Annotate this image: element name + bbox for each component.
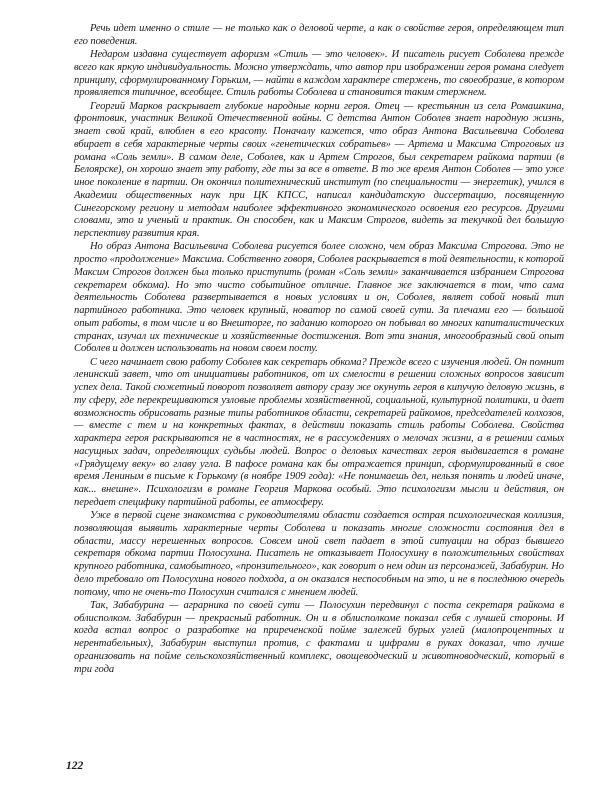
paragraph-5: С чего начинает свою работу Соболев как секретарь обкома? Прежде всего с изучения людей. Он помнит ленинский завет, что от инициативы работников, от их смелости в решении сложных вопросов зависит успех дела. Такой сюжетный поворот позволяет автору сразу же окунуть героя в кипучую деловую жизнь, в ту сферу, где перекрещиваются узловые проблемы хозяйственной, социальной, культурной политики, и дает возможность обрисовать разные типы работников области, секретарей райкомов, председателей колхозов, — вместе с тем и на конкретных фактах, в действии показать стиль работы Соболева. Свойства характера героя раскрываются не в частностях, не в рассуждениях о мелочах жизни, а в решении самых насущных задач, определяющих судьбы людей. Вопрос о деловых качествах героя выдвигается в романе «Грядущему веку» во главу угла. В пафосе романа как бы отражается принцип, сформулированный в свое время Лениным в письме к Горькому (в ноябре 1909 года): «Не понимаешь дел, нельзя понять и людей иначе, как... внешне». Психологизм в романе Георгия Маркова особый. Это психологизм мысли и действия, он передает специфику партийной работы, ее атмосферу. bbox=[74, 356, 564, 508]
paragraph-3: Георгий Марков раскрывает глубокие народные корни героя. Отец — крестьянин из села Ромашкина, фронтовик, участник Великой Отечественной войны. С детства Антон Соболев знает народную жизнь, знает свой край, влюблен в его красоту. Поначалу кажется, что образ Антона Васильевича Соболева вбирает в себя характерные черты своих «генетических собратьев» — Артема и Максима Строговых из романа «Соль земли». В самом деле, Соболев, как и Артем Строгов, был секретарем райкома партии (в Белоярске), он хорошо знает эту работу, где ты за все в ответе. В то же время Антон Соболев — это уже иное поколение в партии. Он окончил политехнический институт (по специальности — энергетик), учился в Академии общественных наук при ЦК КПСС, написал кандидатскую диссертацию, посвященную Синегорскому региону и методам наиболее эффективного экономического освоения его ресурсов. Другими словами, это и ученый и практик. Он способен, как и Максим Строгов, видеть за текучкой дел большую перспективу развития края. bbox=[74, 100, 564, 239]
paragraph-6: Уже в первой сцене знакомства с руководителями области создается острая психологическая коллизия, позволяющая выявить характерные черты Соболева и показать многие сложности состояния дел в области, массу нерешенных вопросов. Совсем иной свет падает в этой ситуации на образ бывшего секретаря обкома партии Полосухина. Писатель не отказывает Полосухину в положительных свойствах крупного работника, самобытного, «пронзительного», как говорит о нем один из персонажей, Забабурин. Но дело требовало от Полосухина нового подхода, а он оказался неспособным на это, и не в последнюю очередь потому, что не очень-то Полосухин считался с мнением людей. bbox=[74, 510, 564, 598]
paragraph-1: Речь идет именно о стиле — не только как о деловой черте, а как о свойстве героя, определяющем тип его поведения. bbox=[74, 23, 564, 47]
page-body bbox=[74, 23, 564, 677]
paragraph-4: Но образ Антона Васильевича Соболева рисуется более сложно, чем образ Максима Строгова. Это не просто «продолжение» Максима. Собственно говоря, Соболев раскрывается в той деятельности, к которой Максим Строгов должен был только приступить (роман «Соль земли» заканчивается избранием Строгова секретарем обкома). Но это чисто событийное отличие. Главное же заключается в том, что сама деятельность Соболева развертывается в новых условиях и он, Соболев, являет собой новый тип партийного работника. Это человек крупный, новатор по самой своей сути. За плечами его — большой опыт работы, в том числе и во Внешторге, по заданию которого он побывал во многих капиталистических странах, изучал их технические и хозяйственные достижения. Вот эти знания, многообразный свой опыт Соболев и должен использовать на новом своем посту. bbox=[74, 241, 564, 355]
page-number: 122 bbox=[66, 760, 84, 772]
paragraph-7: Так, Забабурина — аграрника по своей сути — Полосухин передвинул с поста секретаря райкома в облисполком. Забабурин — прекрасный работник. Он и в облисполкоме показал себя с лучшей стороны. И когда встал вопрос о разработке на приреченской пойме залежей бурых углей (малопроцентных и нерентабельных), Забабурин выступил против, с фактами и цифрами в руках доказал, что лучше организовать на пойме сельскохозяйственный комплекс, овощеводческий и животноводческий, который в три года bbox=[74, 599, 564, 675]
paragraph-2: Недаром издавна существует афоризм «Стиль — это человек». И писатель рисует Соболева прежде всего как яркую индивидуальность. Можно утверждать, что автор при изображении героя романа следует принципу, сформулированному Горьким, — найти в каждом характере стержень, то своеобразие, в котором проявляется типичное, всеобщее. Стиль работы Соболева и становится таким стержнем. bbox=[74, 49, 564, 99]
